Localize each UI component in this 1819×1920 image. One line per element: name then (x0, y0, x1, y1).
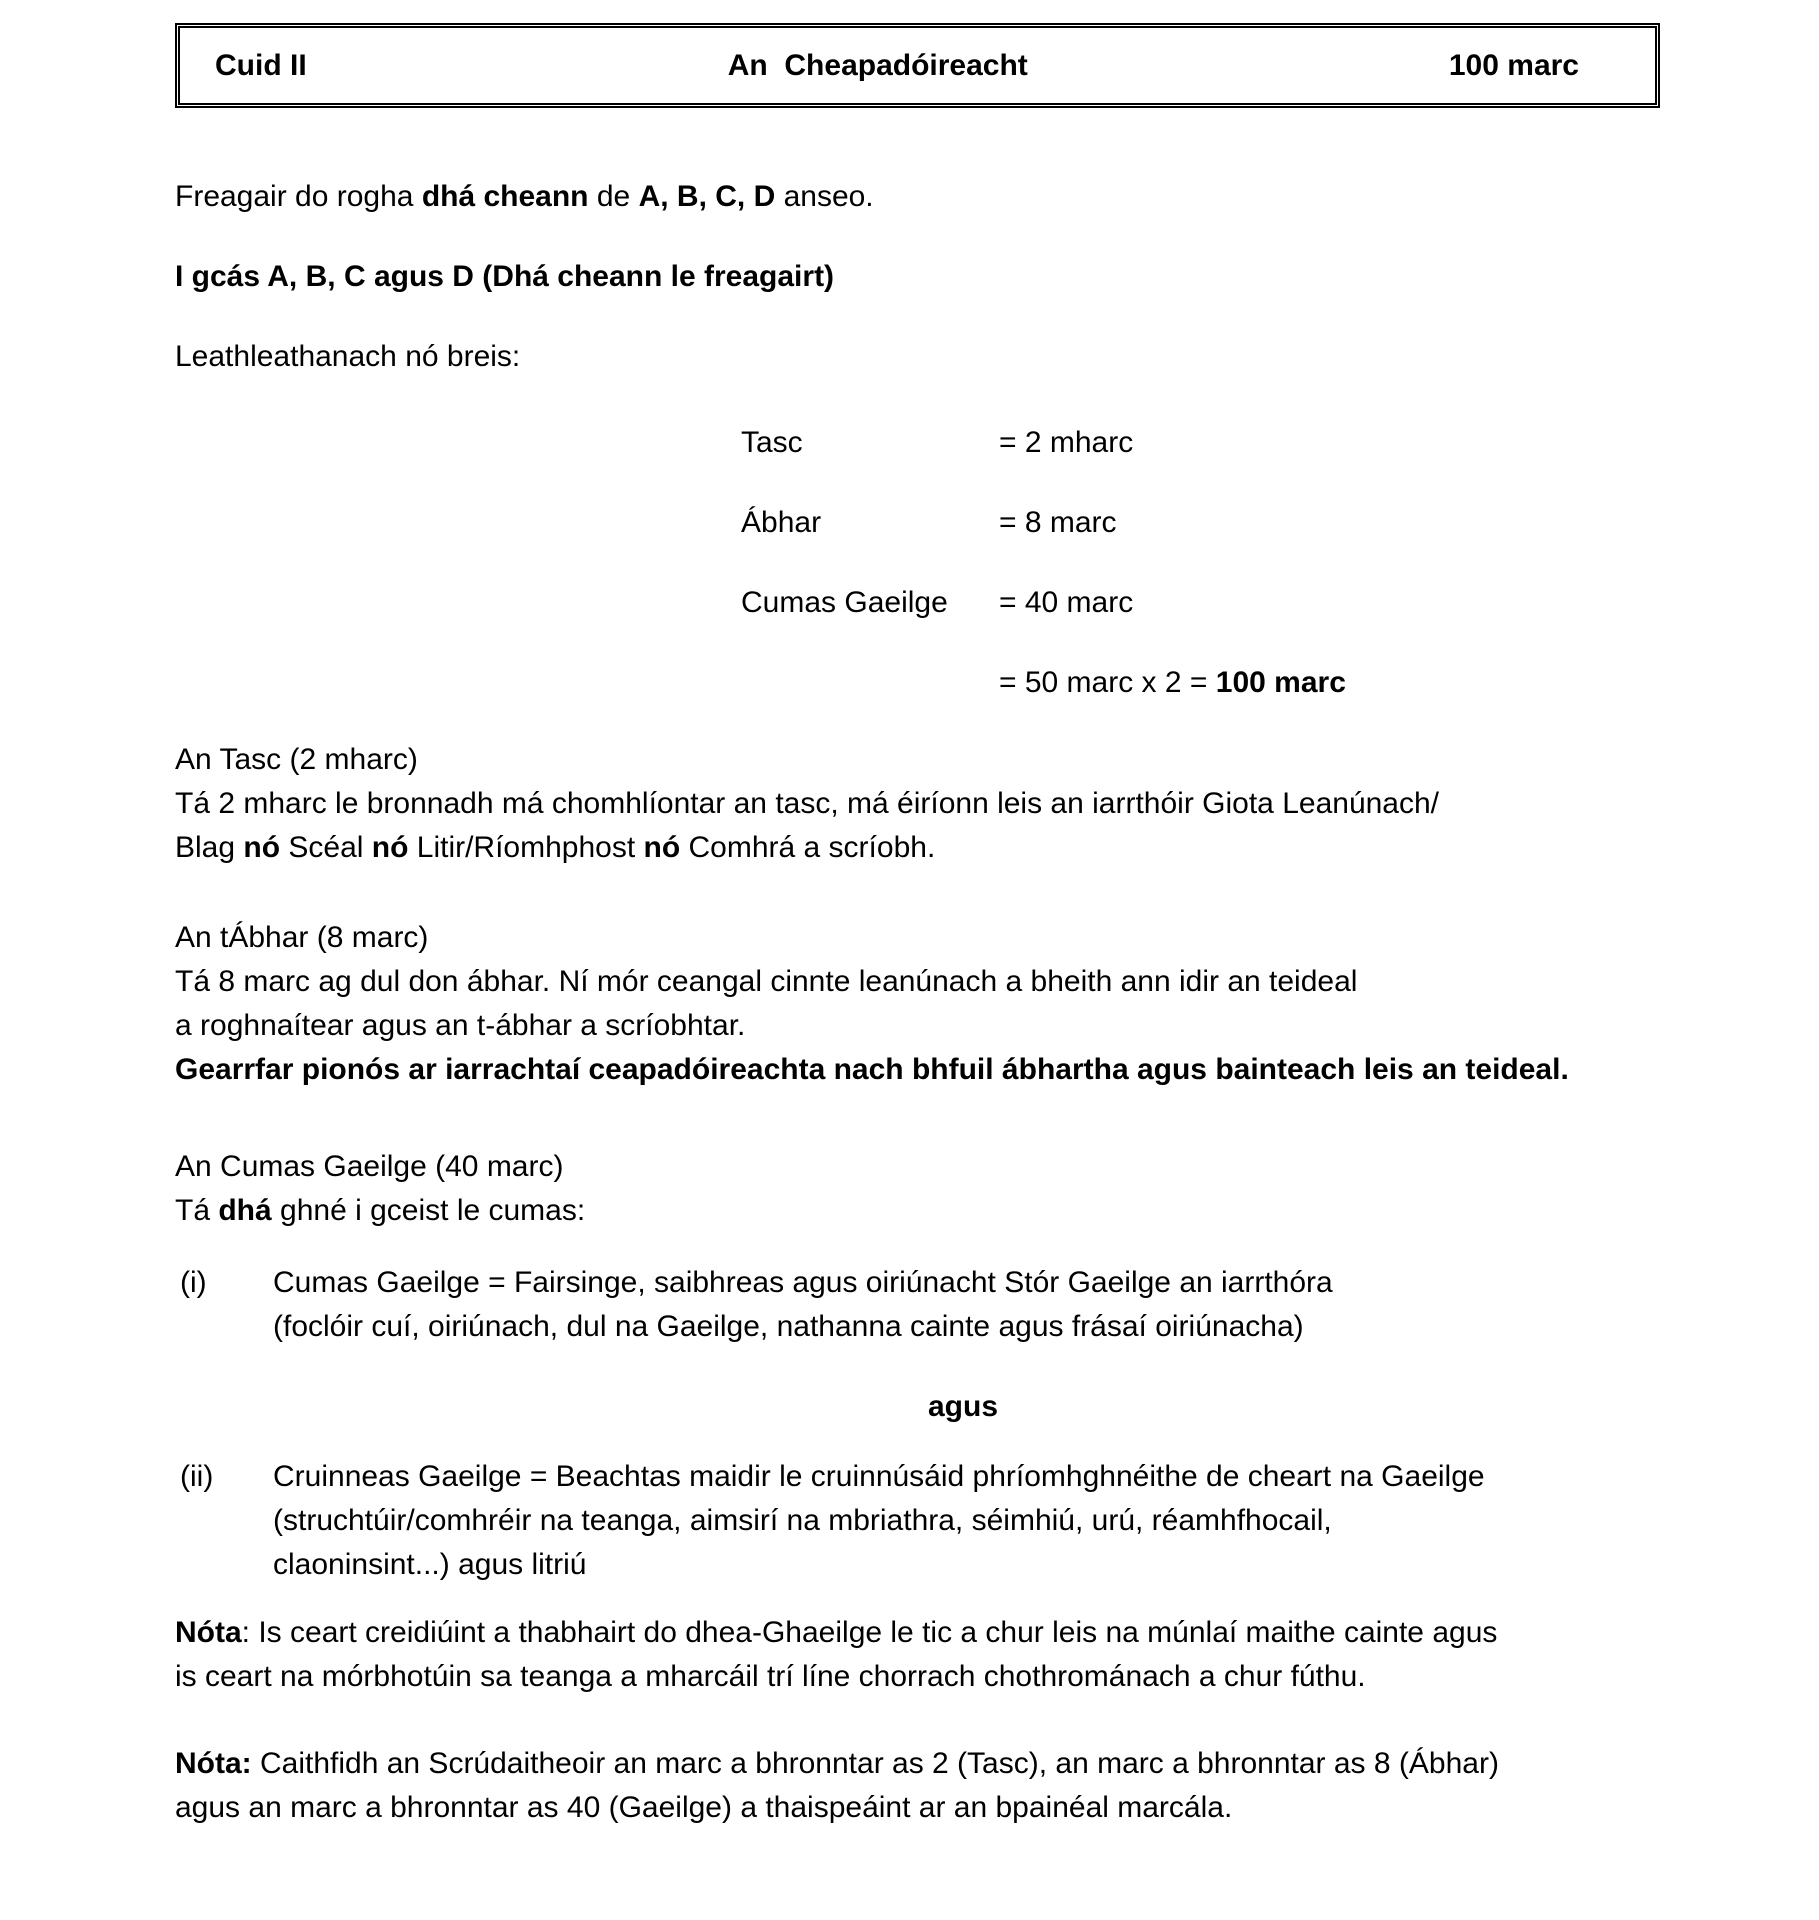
text-line (175, 1742, 1751, 1786)
mark-row (175, 501, 1751, 545)
text: An Tasc (2 mharc) (175, 743, 418, 776)
paragraph (175, 335, 1751, 379)
paragraph (175, 916, 1751, 1092)
bold-text: 100 marc (1215, 666, 1346, 699)
text: : Is ceart creidiúint a thabhairt do dhea-Ghaeilge le tic a chur leis na múnlaí maithe cainte agus (241, 1616, 1498, 1649)
text: Caithfidh an Scrúdaitheoir an marc a bhronntar as 2 (Tasc), an marc a bhronntar as 8 (Ábhar) (251, 1747, 1499, 1780)
bold-text: Nóta (175, 1616, 242, 1649)
bold-text: agus (927, 1390, 999, 1423)
bold-text: I gcás A, B, C agus D (Dhá cheann le freagairt) (175, 260, 835, 293)
list-item (175, 1261, 1751, 1349)
centered-word (175, 1385, 1751, 1429)
mark-label (741, 661, 999, 705)
text-line (175, 1611, 1751, 1655)
paragraph (175, 255, 1751, 299)
text-line (175, 1385, 1751, 1429)
text: An tÁbhar (8 marc) (175, 921, 429, 954)
mark-label: Ábhar (741, 506, 822, 539)
bold-text: nó (643, 831, 681, 864)
text-line (175, 1189, 1751, 1233)
bold-text: A, B, C, D (638, 180, 776, 213)
list-marker: (i) (180, 1266, 207, 1299)
header-box (175, 23, 1660, 108)
text: An Cumas Gaeilge (40 marc) (175, 1150, 564, 1183)
bold-text: Gearrfar pionós ar iarrachtaí ceapadóireachta nach bhfuil ábhartha agus bainteach leis an teideal. (175, 1053, 1569, 1086)
text: Tá 8 marc ag dul don ábhar. Ní mór ceangal cinnte leanúnach a bheith ann idir an teideal (175, 965, 1358, 998)
text: de (588, 180, 639, 213)
mark-value (999, 581, 1133, 625)
bold-text: nó (243, 831, 281, 864)
text: = 8 marc (999, 506, 1117, 539)
header-title: An Cheapadóireacht (727, 48, 1028, 82)
text: Tá (175, 1194, 219, 1227)
text: anseo. (775, 180, 874, 213)
text: = 40 marc (999, 586, 1134, 619)
text: a roghnaítear agus an t-ábhar a scríobhtar. (175, 1009, 746, 1042)
list-item (175, 1455, 1751, 1587)
mark-label: Tasc (741, 426, 803, 459)
text: Tá 2 mharc le bronnadh má chomhlíontar an tasc, má éiríonn leis an iarrthóir Giota Leanúnach/ (175, 787, 1440, 820)
text: (foclóir cuí, oiriúnach, dul na Gaeilge, nathanna cainte agus frásaí oiriúnacha) (273, 1310, 1304, 1343)
text-line (175, 335, 1751, 379)
mark-row (175, 661, 1751, 705)
header-section-label: Cuid II (215, 48, 307, 82)
text-line (175, 1004, 1751, 1048)
list-marker: (ii) (180, 1460, 214, 1493)
list-item-text (273, 1455, 1751, 1587)
document-body (175, 130, 1751, 1830)
text: Scéal (280, 831, 372, 864)
text: = 2 mharc (999, 426, 1134, 459)
text-line (273, 1455, 1751, 1499)
text-line (175, 1048, 1751, 1092)
paragraph (175, 1145, 1751, 1233)
text-line (175, 916, 1751, 960)
mark-label: Cumas Gaeilge (741, 586, 948, 619)
mark-row (175, 421, 1751, 465)
text: agus an marc a bhronntar as 40 (Gaeilge) a thaispeáint ar an bpainéal marcála. (175, 1791, 1233, 1824)
text: is ceart na mórbhotúin sa teanga a mharcáil trí líne chorrach chothrománach a chur fúthu. (175, 1660, 1366, 1693)
text-line (175, 826, 1751, 870)
text: Leathleathanach nó breis: (175, 340, 521, 373)
text: Cumas Gaeilge = Fairsinge, saibhreas agus oiriúnacht Stór Gaeilge an iarrthóra (273, 1266, 1333, 1299)
marks-table (175, 421, 1751, 705)
bold-text: dhá (218, 1194, 272, 1227)
paragraph (175, 1611, 1751, 1699)
paragraph (175, 738, 1751, 870)
text: Comhrá a scríobh. (680, 831, 936, 864)
text-line (175, 175, 1751, 219)
text-line (175, 782, 1751, 826)
text-line (175, 1786, 1751, 1830)
text-line (273, 1543, 1751, 1587)
text-line (273, 1305, 1751, 1349)
bold-text: dhá cheann (421, 180, 589, 213)
text-line (175, 1655, 1751, 1699)
text: Freagair do rogha (175, 180, 422, 213)
text: Blag (175, 831, 244, 864)
text: (struchtúir/comhréir na teanga, aimsirí na mbriathra, séimhiú, urú, réamhfhocail, (273, 1504, 1332, 1537)
mark-row (175, 581, 1751, 625)
text: ghné i gceist le cumas: (271, 1194, 586, 1227)
text: claoninsint...) agus litriú (273, 1548, 587, 1581)
text-line (175, 255, 1751, 299)
mark-value (999, 661, 1346, 705)
bold-text: Nóta: (175, 1747, 252, 1780)
text: Cruinneas Gaeilge = Beachtas maidir le cruinnúsáid phríomhghnéithe de cheart na Gaeilge (273, 1460, 1485, 1493)
bold-text: nó (371, 831, 409, 864)
paragraph (175, 175, 1751, 219)
text-line (175, 1145, 1751, 1189)
text-line (175, 738, 1751, 782)
text: = 50 marc x 2 = (999, 666, 1216, 699)
text-line (273, 1261, 1751, 1305)
mark-value (999, 501, 1117, 545)
text: Litir/Ríomhphost (408, 831, 644, 864)
paragraph (175, 1742, 1751, 1830)
list-item-text (273, 1261, 1751, 1349)
header-marks: 100 marc (1448, 48, 1579, 82)
mark-value (999, 421, 1133, 465)
text-line (175, 960, 1751, 1004)
text-line (273, 1499, 1751, 1543)
